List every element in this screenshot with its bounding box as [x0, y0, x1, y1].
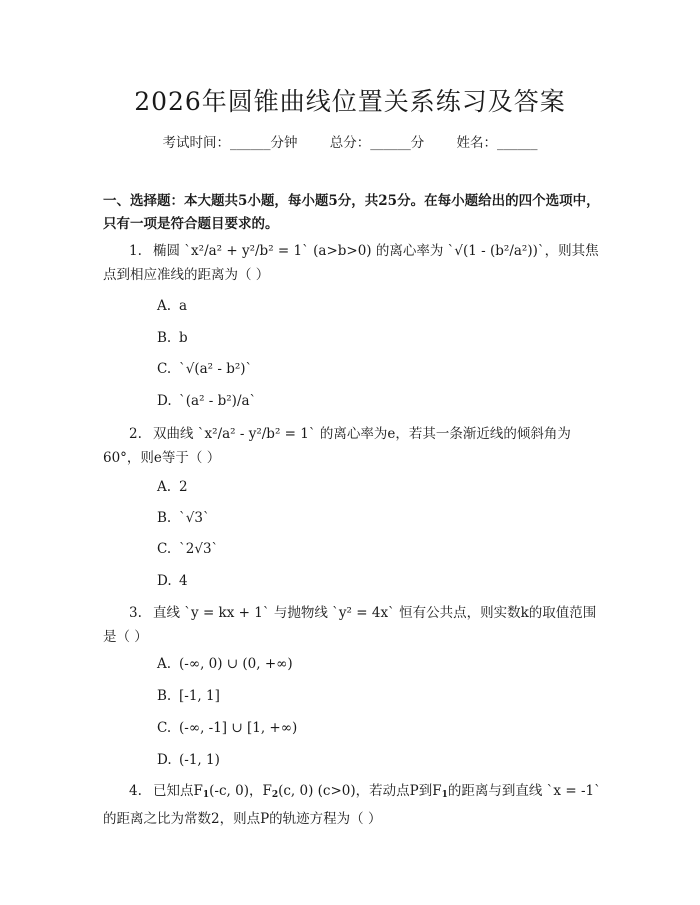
- student-name-field: 姓名：______: [456, 135, 538, 151]
- question-stem: 直线 `y = kx + 1` 与抛物线 `y² = 4x` 恒有公共点，则实数k的取值范围是（ ）: [103, 605, 597, 645]
- question-stem-part: 已知点F: [153, 783, 203, 799]
- option-label: B.: [157, 330, 172, 346]
- option-text: 4: [179, 573, 188, 589]
- question-3-option-d: [157, 750, 220, 770]
- option-label: C.: [157, 541, 172, 557]
- total-score-field: 总分：______分: [329, 135, 425, 151]
- question-number: 1.: [129, 243, 142, 259]
- option-label: A.: [157, 298, 172, 314]
- option-text: 2: [179, 479, 188, 495]
- option-label: B.: [157, 688, 172, 704]
- page-title: 2026年圆锥曲线位置关系练习及答案: [134, 87, 566, 116]
- question-number: 4.: [129, 783, 142, 799]
- subscript: 1: [202, 790, 210, 800]
- question-3: [103, 601, 603, 649]
- question-4: [103, 779, 603, 831]
- option-text: `(a² - b²)/a`: [179, 393, 257, 409]
- subscript: 2: [271, 790, 279, 800]
- question-stem: 双曲线 `x²/a² - y²/b² = 1` 的离心率为e，若其一条渐近线的倾斜角为60°，则e等于（ ）: [103, 426, 571, 466]
- question-2-option-b: [157, 508, 210, 528]
- option-text: [-1, 1]: [179, 688, 220, 704]
- question-2-option-d: [157, 571, 188, 591]
- option-text: `2√3`: [179, 541, 219, 557]
- exam-time-field: 考试时间：______分钟: [162, 135, 298, 151]
- question-1-option-d: [157, 391, 256, 411]
- question-stem: 椭圆 `x²/a² + y²/b² = 1` (a>b>0) 的离心率为 `√(1 - (b²/a²))`，则其焦点到相应准线的距离为（ ）: [103, 243, 599, 283]
- question-2-option-c: [157, 539, 218, 559]
- exam-meta: [0, 131, 700, 151]
- question-3-option-a: [157, 654, 293, 674]
- question-1-option-c: [157, 359, 252, 379]
- question-2: [103, 422, 603, 470]
- option-text: (-1, 1): [179, 752, 220, 768]
- question-number: 3.: [129, 605, 142, 621]
- option-label: D.: [157, 573, 172, 589]
- question-2-option-a: [157, 477, 188, 497]
- option-text: `√3`: [179, 510, 210, 526]
- question-1-option-b: [157, 328, 188, 348]
- option-text: (-∞, 0) ∪ (0, +∞): [179, 656, 293, 672]
- question-3-option-b: [157, 686, 220, 706]
- option-label: C.: [157, 361, 172, 377]
- option-text: `√(a² - b²)`: [179, 361, 253, 377]
- section-heading: 一、选择题：本大题共5小题，每小题5分，共25分。在每小题给出的四个选项中，只有一项是符合题目要求的。: [103, 193, 600, 232]
- option-text: a: [179, 298, 188, 314]
- question-number: 2.: [129, 426, 142, 442]
- option-label: C.: [157, 720, 172, 736]
- option-label: D.: [157, 393, 172, 409]
- subscript: 1: [441, 790, 448, 800]
- option-text: b: [179, 330, 188, 346]
- question-stem-part: 的距离与到直线 `x = -1` 的距离之比为常数2，则点P的轨迹方程为（ ）: [103, 783, 601, 827]
- option-label: A.: [157, 656, 172, 672]
- option-label: A.: [157, 479, 172, 495]
- question-3-option-c: [157, 718, 297, 738]
- option-label: D.: [157, 752, 172, 768]
- question-stem-part: (-c, 0)，F: [209, 783, 272, 799]
- question-1: [103, 239, 603, 287]
- question-stem-part: (c, 0) (c>0)，若动点P到F: [278, 783, 442, 799]
- option-label: B.: [157, 510, 172, 526]
- question-1-option-a: [157, 296, 187, 316]
- option-text: (-∞, -1] ∪ [1, +∞): [179, 720, 298, 736]
